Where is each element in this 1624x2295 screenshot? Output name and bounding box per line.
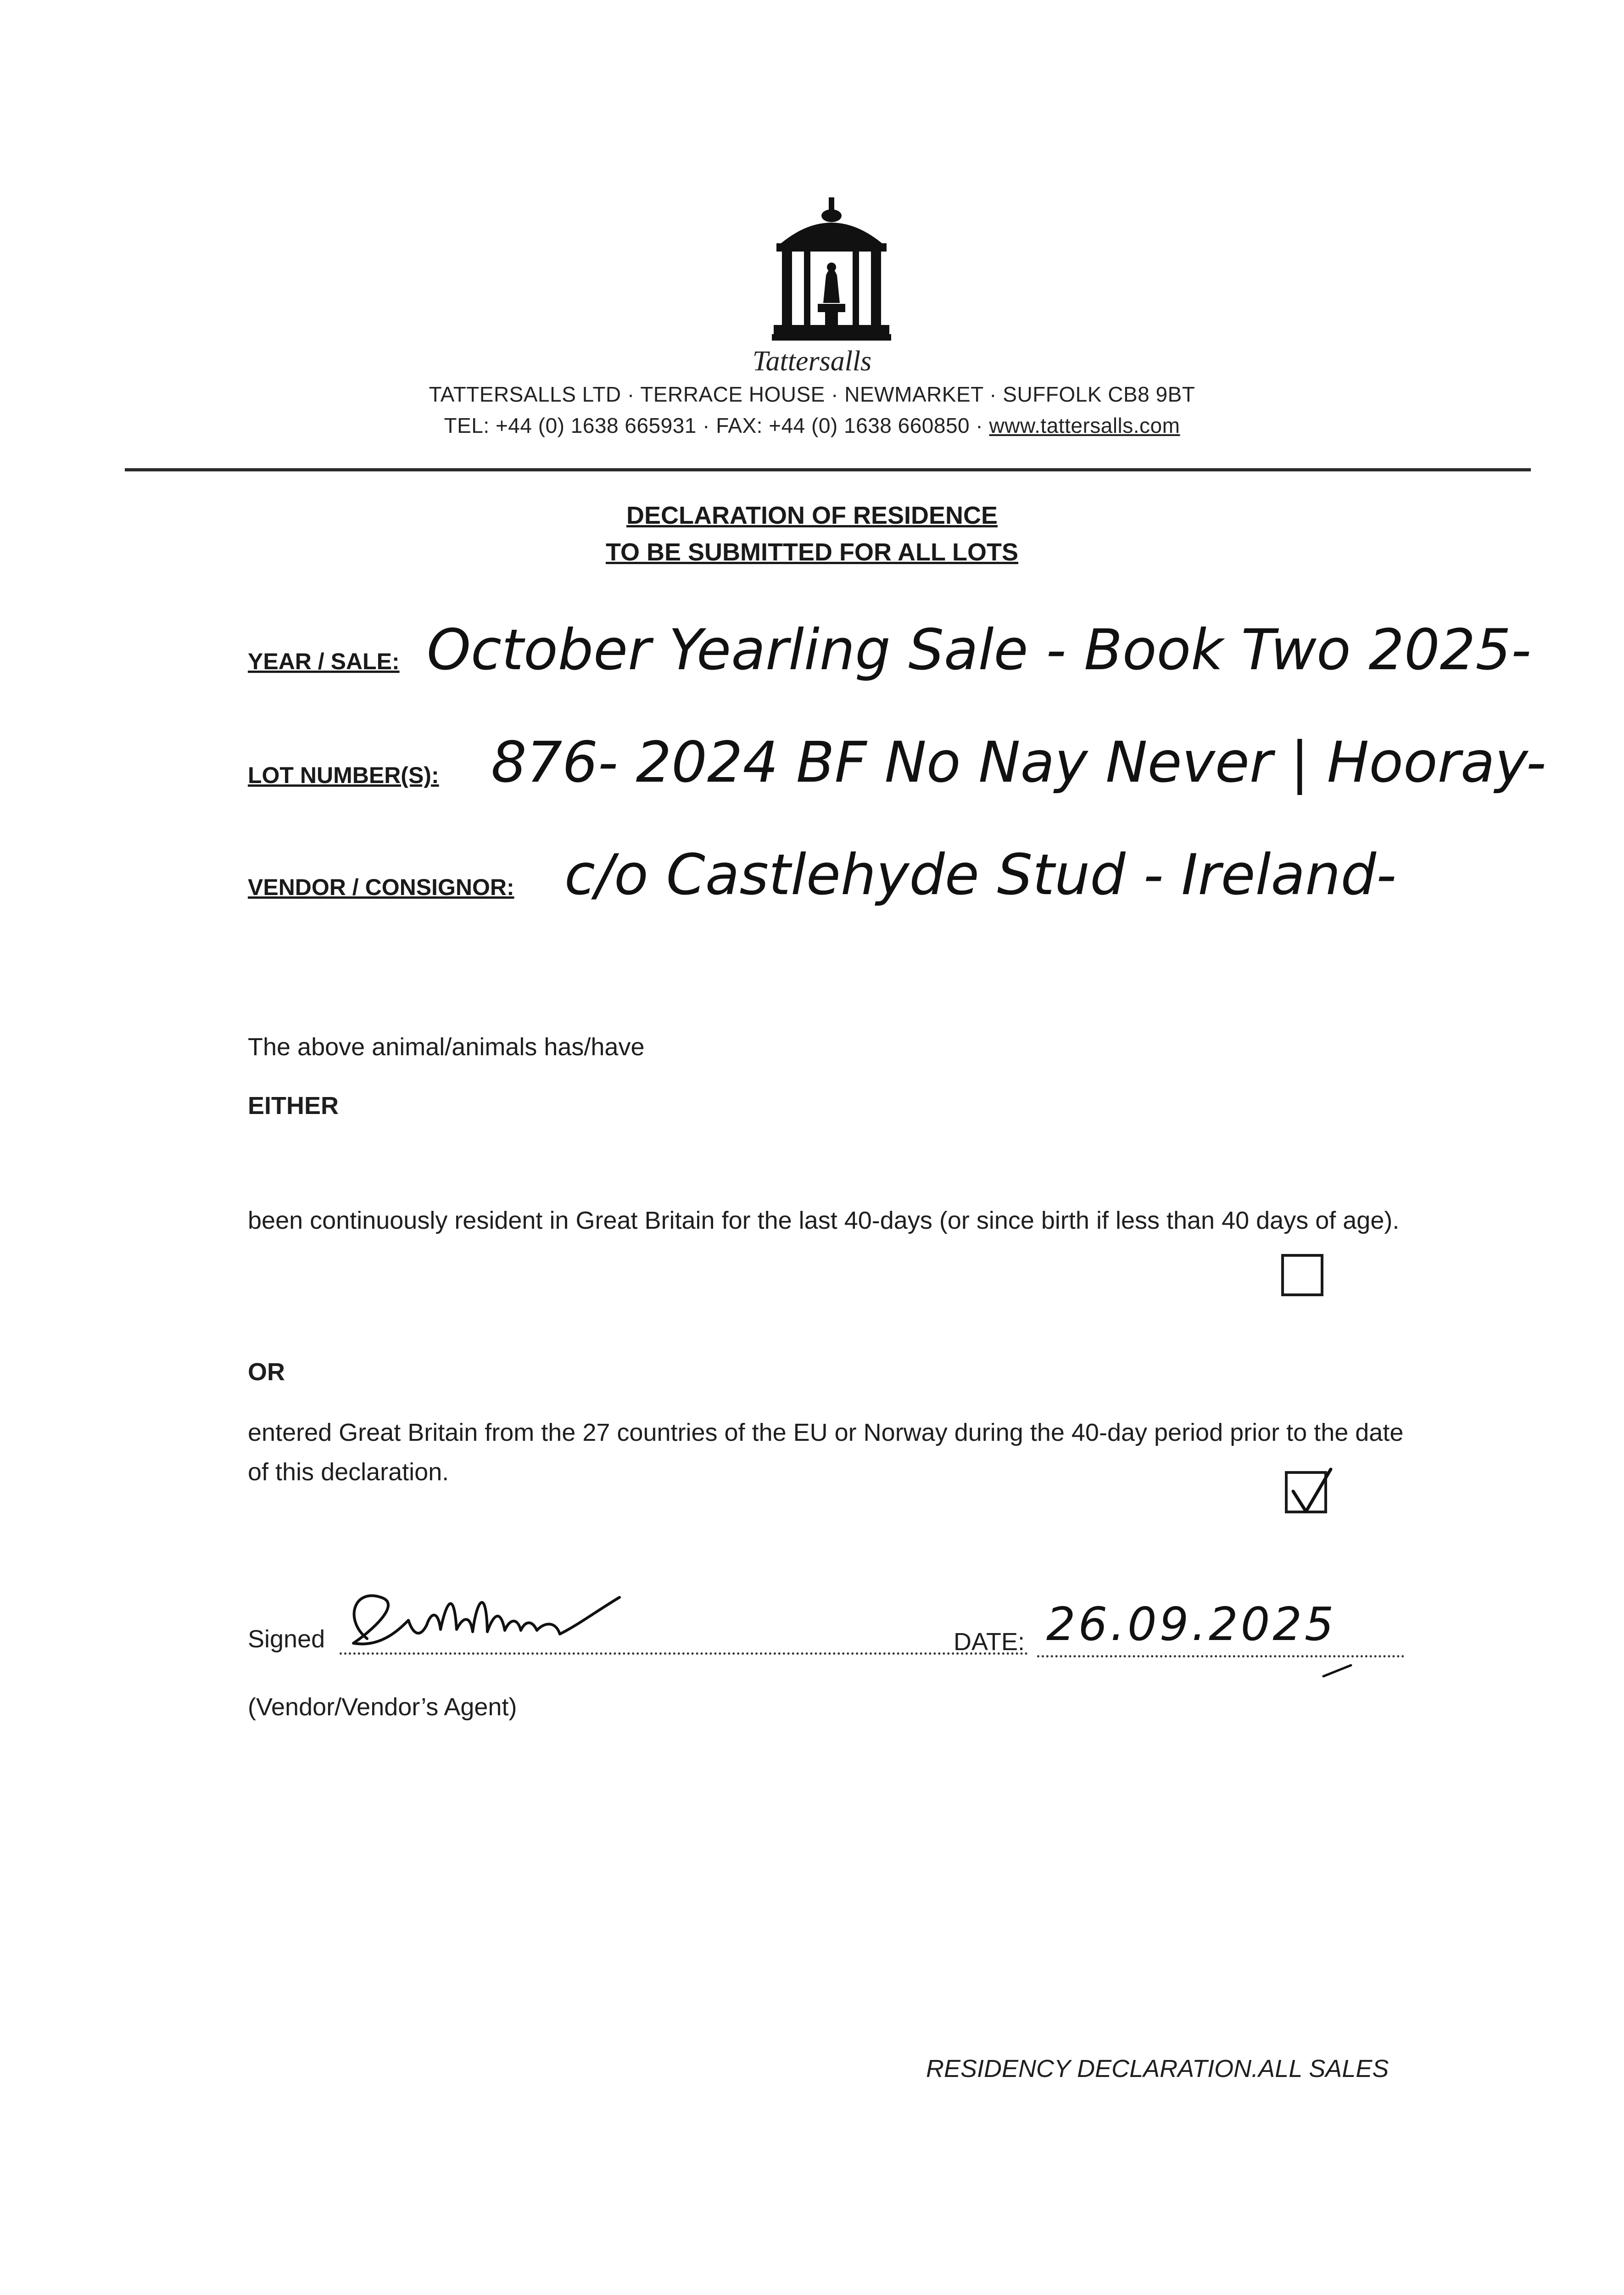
lot-number-value[interactable]: 876- 2024 BF No Nay Never | Hooray- bbox=[491, 730, 1546, 795]
option-resident-checkbox[interactable] bbox=[1281, 1254, 1323, 1296]
website-link[interactable]: www.tattersalls.com bbox=[989, 414, 1180, 437]
year-sale-value[interactable]: October Yearling Sale - Book Two 2025- bbox=[427, 617, 1531, 683]
vendor-consignor-value[interactable]: c/o Castlehyde Stud - Ireland- bbox=[564, 842, 1396, 907]
company-contact bbox=[0, 413, 1624, 438]
option-entered-checkbox[interactable] bbox=[1285, 1471, 1327, 1513]
document-title: DECLARATION OF RESIDENCE bbox=[626, 502, 998, 529]
either-heading: EITHER bbox=[248, 1092, 339, 1120]
or-heading: OR bbox=[248, 1358, 285, 1386]
tattersalls-logo bbox=[772, 197, 891, 344]
date-label: DATE: bbox=[954, 1628, 1025, 1656]
signatory-role: (Vendor/Vendor’s Agent) bbox=[248, 1693, 517, 1721]
signed-label: Signed bbox=[248, 1625, 325, 1653]
checkmark-icon bbox=[1285, 1467, 1335, 1518]
document-subtitle: TO BE SUBMITTED FOR ALL LOTS bbox=[606, 538, 1018, 566]
vendor-consignor-label: VENDOR / CONSIGNOR: bbox=[248, 874, 514, 900]
declaration-intro: The above animal/animals has/have bbox=[248, 1033, 645, 1061]
lot-number-label: LOT NUMBER(S): bbox=[248, 762, 439, 788]
date-value[interactable]: 26.09.2025 bbox=[1046, 1597, 1337, 1651]
year-sale-label: YEAR / SALE: bbox=[248, 649, 400, 674]
signature-line bbox=[248, 1625, 325, 1653]
form-footer: RESIDENCY DECLARATION.ALL SALES bbox=[926, 2055, 1389, 2082]
contact-details: TEL: +44 (0) 1638 665931 · FAX: +44 (0) 1638 660850 · bbox=[444, 414, 989, 437]
header-divider bbox=[125, 468, 1531, 471]
date-underline-mark bbox=[1322, 1662, 1354, 1680]
option-resident-text: been continuously resident in Great Britain for the last 40-days (or since birth if less than 40 days of age). bbox=[248, 1207, 1400, 1234]
option-entered-text: entered Great Britain from the 27 countries of the EU or Norway during the 40-day period prior to the date of this declaration. bbox=[248, 1419, 1404, 1486]
brand-name: Tattersalls bbox=[752, 346, 872, 377]
company-address: TATTERSALLS LTD · TERRACE HOUSE · NEWMARKET · SUFFOLK CB8 9BT bbox=[429, 382, 1195, 406]
handwritten-signature[interactable] bbox=[340, 1579, 633, 1657]
